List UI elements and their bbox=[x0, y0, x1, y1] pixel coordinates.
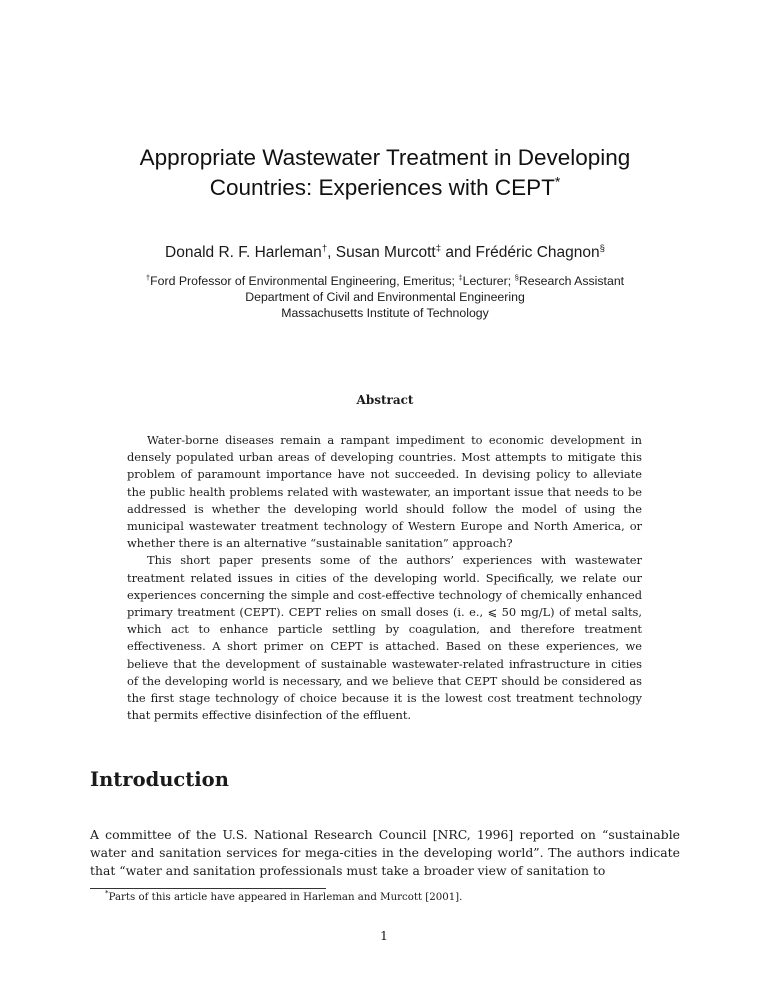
introduction-paragraph: A committee of the U.S. National Research Council [NRC, 1996] reported on “sustainable water and sanitation services for mega-cities in the developing world”. The authors indicate that “water and sanitation professionals must take a broader view of sanitation to bbox=[90, 827, 680, 878]
author-mark-dagger: † bbox=[321, 242, 328, 254]
author-harleman: Donald R. F. Harleman bbox=[165, 244, 322, 261]
author-mark-double-dagger: ‡ bbox=[435, 242, 442, 254]
title-footnote-mark: * bbox=[554, 173, 561, 190]
affil-mark-double-dagger: ‡ bbox=[458, 272, 463, 282]
affiliation-roles bbox=[60, 273, 710, 289]
abstract-paragraph-2: This short paper presents some of the authors’ experiences with wastewater treatment related issues in cities of the developing world. Specifically, we relate our experiences concerning the simple and cost-effective technology of chemically enhanced primary treatment (CEPT). CEPT relies on small doses (i. e., ⩽ 50 mg/L) of metal salts, which act to enhance particle settling by coagulation, and therefore treatment effectiveness. A short primer on CEPT is attached. Based on these experiences, we believe that the development of sustainable wastewater-related infrastructure in cities of the developing world is necessary, and we believe that CEPT should be considered as the first stage technology of choice because it is the lowest cost treatment technology that permits effective disinfection of the effluent. bbox=[127, 553, 642, 723]
section-heading-introduction: Introduction bbox=[90, 768, 229, 791]
paper-title bbox=[90, 143, 680, 203]
affiliations bbox=[60, 273, 710, 321]
footnote bbox=[105, 888, 463, 905]
title-line-1: Appropriate Wastewater Treatment in Developing bbox=[139, 145, 631, 170]
author-chagnon: Frédéric Chagnon bbox=[475, 244, 600, 261]
author-mark-section: § bbox=[599, 242, 605, 254]
author-murcott: Susan Murcott bbox=[335, 244, 436, 261]
title-line-2 bbox=[90, 173, 680, 203]
abstract-heading: Abstract bbox=[356, 393, 414, 407]
title-line-2-text: Countries: Experiences with CEPT bbox=[209, 175, 555, 200]
affil-mark-section: § bbox=[514, 272, 519, 282]
footnote-divider bbox=[90, 888, 326, 889]
affil-role-professor: Ford Professor of Environmental Engineering, Emeritus; bbox=[150, 274, 459, 288]
abstract-paragraph-1: Water-borne diseases remain a rampant impediment to economic development in densely populated urban areas of developing countries. Most attempts to mitigate this problem of paramount importance have not succeeded. In devising policy to alleviate the public health problems related with wastewater, an important issue that needs to be addressed is whether the developing world should follow the model of using the municipal wastewater treatment technology of Western Europe and North America, or whether there is an alternative “sustainable sanitation” approach? bbox=[127, 433, 642, 551]
abstract-body bbox=[127, 432, 642, 724]
author-separator: , bbox=[327, 244, 336, 261]
page-number: 1 bbox=[380, 928, 388, 943]
affil-mark-dagger: † bbox=[145, 272, 151, 282]
affil-role-lecturer: Lecturer; bbox=[462, 274, 515, 288]
affiliation-department: Department of Civil and Environmental Engineering bbox=[245, 290, 525, 304]
affiliation-institution: Massachusetts Institute of Technology bbox=[281, 306, 489, 320]
footnote-text: Parts of this article have appeared in Harleman and Murcott [2001]. bbox=[108, 892, 463, 903]
footnote-mark: * bbox=[105, 888, 109, 898]
author-separator-and: and bbox=[441, 244, 476, 261]
author-list bbox=[90, 243, 680, 263]
affil-role-assistant: Research Assistant bbox=[518, 274, 625, 288]
